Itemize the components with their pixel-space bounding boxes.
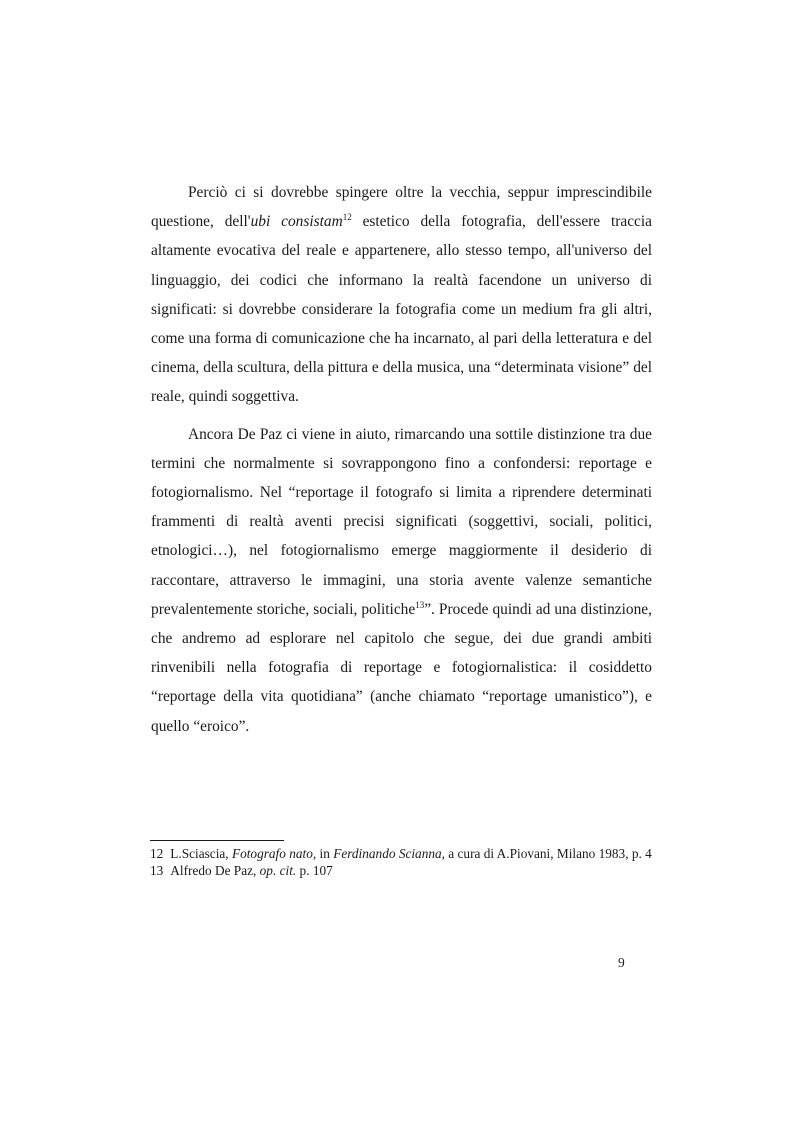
paragraph-2 — [151, 420, 652, 741]
footnote-book-title: Ferdinando Scianna, — [333, 846, 445, 861]
footnote-reference: op. cit. — [259, 863, 297, 878]
footnote-title: Fotografo nato — [231, 846, 313, 861]
body-text — [151, 178, 652, 741]
footnotes — [150, 845, 670, 879]
paragraph-2-text-a: Ancora De Paz ci viene in aiuto, rimarcando una sottile distinzione tra due termini che normalmente si sovrappongono fino a confondersi: reportage e fotogiornalismo. Nel “reportage il fotografo si limita a riprendere determinati frammenti di realtà aventi precisi significati (soggettivi, sociali, politici, etnologici…), nel fotogiornalismo emerge maggiormente il desiderio di raccontare, attraverso le immagini, una storia avente valenze semantiche prevalentemente storiche, sociali, politiche — [151, 425, 652, 618]
paragraph-2-text-b: ”. Procede quindi ad una distinzione, che andremo ad esplorare nel capitolo che segue, dei due grandi ambiti rinvenibili nella fotografia di reportage e fotogiornalistica: il cosiddetto “reportage della vita quotidiana” (anche chiamato “reportage umanistico”), e quello “eroico”. — [151, 600, 652, 735]
footnote-ref-13[interactable]: 13 — [415, 599, 425, 610]
footnote-author: Alfredo De Paz, — [170, 863, 260, 878]
footnote-text: , in — [312, 846, 334, 861]
paragraph-1 — [151, 178, 652, 412]
footnote-separator — [150, 840, 284, 841]
footnote-text: p. 107 — [296, 863, 333, 878]
latin-term-ubi-consistam: ubi consistam — [250, 213, 343, 231]
footnote-12 — [150, 845, 670, 862]
footnote-number: 12 — [150, 846, 164, 861]
paragraph-1-text-a: Perciò ci si dovrebbe spingere oltre la vecchia, seppur imprescindibile questione, dell' — [151, 184, 652, 231]
page-number: 9 — [618, 955, 625, 970]
footnote-author: L.Sciascia, — [170, 846, 232, 861]
paragraph-1-text-b: estetico della fotografia, dell'essere traccia altamente evocativa del reale e appartenere, allo stesso tempo, all'universo del linguaggio, dei codici che informano la realtà facendone un universo di significati: si dovrebbe considerare la fotografia come un medium fra gli altri, come una forma di comunicazione che ha incarnato, al pari della letteratura e del cinema, della scultura, della pittura e della musica, una “determinata visione” del reale, quindi soggettiva. — [151, 213, 652, 406]
footnote-13 — [150, 862, 670, 879]
footnote-number: 13 — [150, 863, 164, 878]
footnote-text: a cura di A.Piovani, Milano 1983, p. 4 — [444, 846, 652, 861]
footnote-ref-12[interactable]: 12 — [342, 212, 352, 223]
